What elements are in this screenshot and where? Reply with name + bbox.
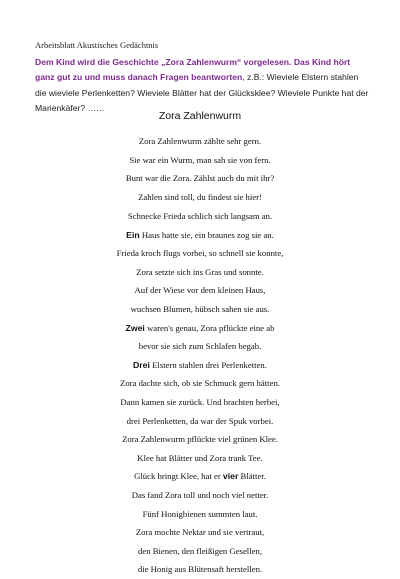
verse-line: wuchsen Blumen, hübsch sahen sie aus. [130,303,270,314]
verse-line: Zora dachte sich, ob sie Schmuck gern hätten. [120,378,280,389]
instructions-emphasis: Dem Kind wird die Geschichte „Zora Zahlenwurm“ vorgelesen. Das Kind hört ganz gut zu und muss danach Fragen beantworten [35,57,351,83]
verse-line [0,319,400,338]
verse-line: Zora setzte sich ins Gras und sonnte. [136,266,264,277]
verse-line: Zora Zahlenwurm zählte sehr gern. [138,136,262,146]
instructions-paragraph [35,55,370,117]
stanza-2 [0,207,400,579]
verse-line: Schnecke Frieda schlich sich langsam an. [127,211,273,221]
number-word: Drei [133,359,150,370]
verse-line: Das fand Zora toll und noch viel netter. [131,489,269,500]
verse-text: waren's genau, Zora pflückte eine ab [144,322,275,333]
verse-text: Blätter. [238,471,266,482]
story-title: Zora Zahlenwurm [158,110,242,122]
number-word: Ein [126,229,140,240]
verse-line: bevor sie sich zum Schlafen begab. [138,341,262,352]
verse-line: Dann kamen sie zurück. Und brachten herbei, [120,396,280,407]
verse-line [0,356,400,375]
number-word: Zwei [125,322,145,333]
verse-line: Zora mochte Nektar und sie vertraut, [135,527,265,538]
number-word: vier [222,471,239,482]
instructions-text: , z.B.: Wieviele Elstern stahlen die wieviele Perlenketten? Wieviele Blätter hat der Glücksklee? Wieviele Punkte hat der Marienkäfer? …… [35,72,369,114]
verse-line: Bunt war die Zora. Zählst auch du mit ihr? [125,173,275,184]
stanza-1 [0,132,400,206]
verse-line: den Bienen, den fleißigen Gesellen, [138,545,262,556]
worksheet-header: Arbeitsblatt Akustisches Gedächtnis [35,40,159,50]
verse-line: Klee hat Blätter und Zora trank Tee. [137,452,263,463]
verse-line: Zahlen sind toll, du findest sie hier! [138,191,262,202]
verse-line: Sie war ein Wurm, man sah sie von fern. [129,154,271,165]
verse-line: Auf der Wiese vor dem kleinen Haus, [134,285,266,296]
verse-text: Haus hatte sie, ein braunes zog sie an. [139,229,274,240]
verse-line: Fünf Honigbienen summten laut. [142,508,258,519]
verse-line [0,467,400,486]
verse-line: drei Perlenketten, da war der Spuk vorbei. [126,415,274,426]
verse-line: die Honig aus Blütensaft herstellen. [137,564,263,575]
verse-line [0,226,400,245]
verse-text: Elstern stahlen drei Perlenketten. [149,359,267,370]
verse-text: Glück bringt Klee, hat er [134,471,223,482]
verse-line: Frieda kroch flugs vorbei, so schnell sie konnte, [116,248,284,259]
verse-line: Zora Zahlenwurm pflückte viel grünen Klee. [122,434,278,445]
